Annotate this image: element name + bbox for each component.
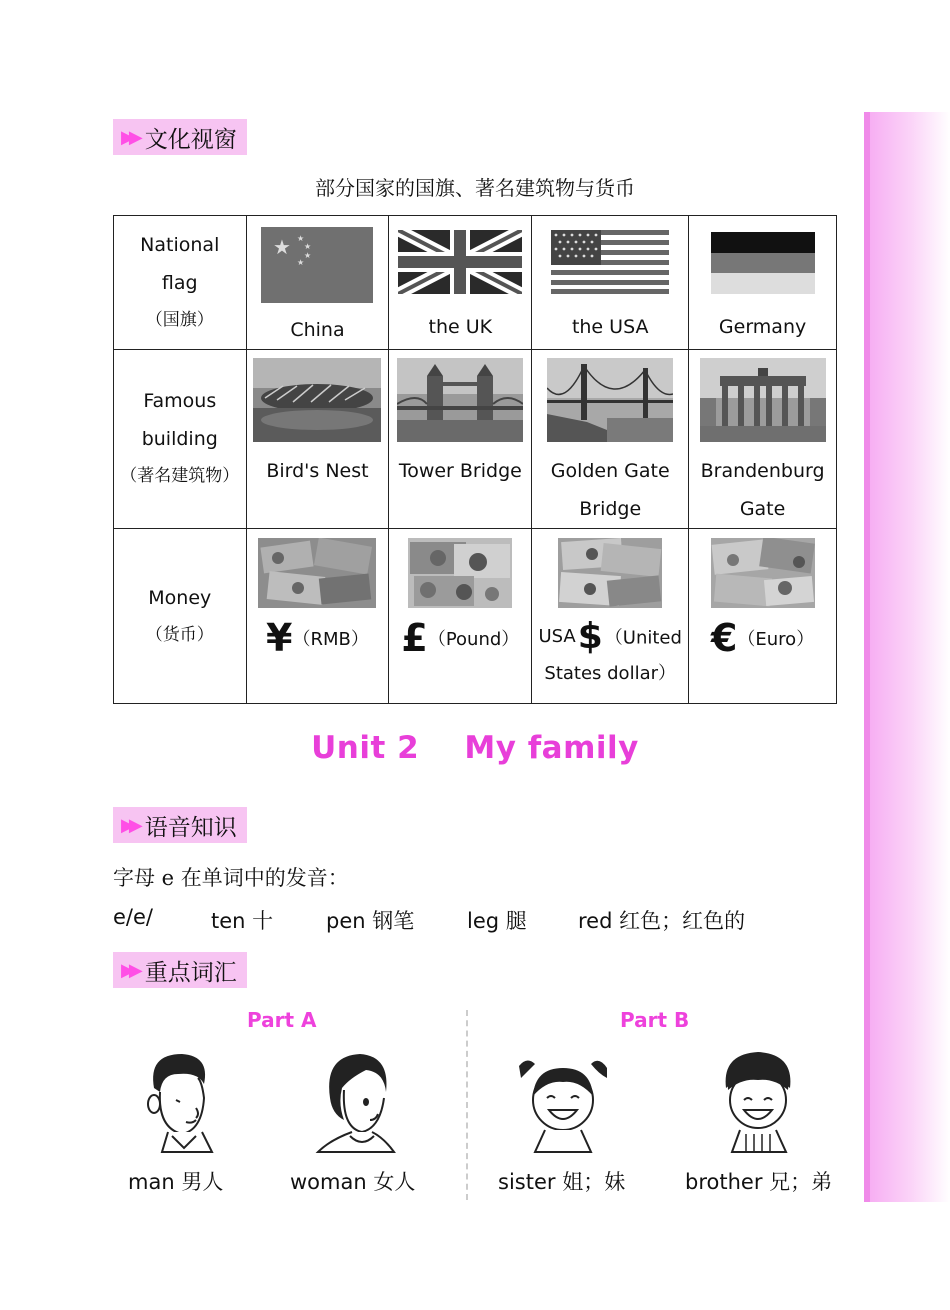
vocab-word: [128, 1166, 223, 1196]
building-cell: [246, 350, 389, 529]
row-header-en: National: [140, 234, 220, 256]
section-tag-label: 文化视窗: [144, 126, 237, 153]
word-cn: 男人: [181, 1170, 224, 1194]
yuan-symbol-icon: ¥: [266, 616, 293, 660]
word-en: woman: [290, 1170, 367, 1194]
money-cell: [532, 529, 689, 704]
brother-illustration: [716, 1048, 800, 1158]
unit-title: Unit 2 My family: [311, 730, 639, 766]
row-header-cn: （国旗）: [145, 310, 214, 330]
vocab-word: [685, 1166, 832, 1196]
word-en: leg: [467, 909, 500, 933]
building-cell: [389, 350, 532, 529]
money-cell: [689, 529, 837, 704]
svg-text:★: ★: [304, 251, 312, 260]
money-cell: [389, 529, 532, 704]
building-name-line2: Gate: [739, 498, 786, 520]
building-name: Brandenburg: [700, 460, 825, 482]
word-cn: 腿: [505, 909, 527, 933]
golden-gate-bridge-photo: [547, 358, 673, 442]
germany-flag-image: [711, 232, 815, 294]
word-cn: 兄；弟: [769, 1170, 833, 1194]
country-cell: [532, 216, 689, 350]
country-cell: [389, 216, 532, 350]
currency-label: [247, 616, 389, 660]
word-en: pen: [326, 909, 366, 933]
currency-name: （United: [604, 627, 682, 649]
country-cell: [246, 216, 389, 350]
divider: [466, 1010, 468, 1200]
word-cn: 十: [252, 909, 274, 933]
phonics-intro: 字母 e 在单词中的发音：: [113, 866, 349, 890]
building-name: Bird's Nest: [266, 460, 369, 482]
country-cell: [689, 216, 837, 350]
part-a-title: Part A: [247, 1008, 317, 1032]
phonics-word: [211, 905, 273, 935]
row-header-en: Famous: [143, 390, 217, 412]
word-cn: 女人: [373, 1170, 416, 1194]
row-header-flag: [114, 216, 247, 350]
man-illustration: [132, 1048, 222, 1158]
rmb-banknotes-photo: [258, 538, 376, 608]
building-cell: [532, 350, 689, 529]
currency-name: （Pound）: [427, 629, 520, 650]
word-en: ten: [211, 909, 246, 933]
part-b-title: Part B: [620, 1008, 690, 1032]
euro-symbol-icon: €: [710, 616, 738, 660]
word-en: sister: [498, 1170, 556, 1194]
svg-text:★: ★: [297, 234, 305, 243]
section-tag-vocabulary: [113, 952, 247, 988]
vocab-word: [498, 1166, 625, 1196]
currency-label: [689, 616, 836, 660]
currency-name-line2: States dollar）: [544, 663, 677, 684]
building-name: Golden Gate: [550, 460, 670, 482]
country-name: China: [290, 319, 345, 341]
pound-banknotes-photo: [408, 538, 512, 608]
us-dollar-banknotes-photo: [558, 538, 662, 608]
phonics-sound: [113, 905, 153, 929]
row-header-cn: （著名建筑物）: [120, 466, 240, 486]
building-name-line2: Bridge: [579, 498, 642, 520]
tower-bridge-photo: [397, 358, 523, 442]
money-cell: [246, 529, 389, 704]
row-header-en: Money: [148, 587, 212, 609]
phonics-word: [326, 905, 414, 935]
dollar-symbol-icon: $: [577, 616, 603, 657]
section-tag-culture: [113, 119, 247, 155]
double-arrow-icon: ▶▶: [121, 126, 137, 148]
row-header-en: flag: [161, 272, 198, 294]
svg-text:★: ★: [273, 235, 292, 259]
building-row: [114, 350, 837, 529]
section-tag-label: 重点词汇: [144, 959, 237, 986]
phonics-word: [578, 905, 745, 935]
word-cn: 姐；妹: [562, 1170, 626, 1194]
currency-prefix: USA: [538, 626, 576, 647]
china-flag-image: [261, 227, 373, 303]
word-cn: 钢笔: [372, 909, 415, 933]
row-header-cn: （货币）: [145, 625, 214, 645]
page-edge-strip: [864, 112, 950, 1202]
birds-nest-photo: [253, 358, 381, 442]
sister-illustration: [515, 1048, 611, 1158]
word-cn: 红色；红色的: [619, 909, 746, 933]
money-row: [114, 529, 837, 704]
row-header-money: [114, 529, 247, 704]
country-name: the USA: [571, 316, 649, 338]
word-en: man: [128, 1170, 175, 1194]
country-name: the UK: [428, 316, 493, 338]
phonics-sound-symbol: e/e/: [113, 905, 153, 929]
pound-symbol-icon: £: [401, 616, 428, 660]
currency-label: [532, 616, 688, 657]
currency-label: [389, 616, 531, 660]
row-header-en: building: [141, 428, 218, 450]
phonics-word: [467, 905, 527, 935]
word-en: red: [578, 909, 613, 933]
table-caption: 部分国家的国旗、著名建筑物与货币: [315, 176, 635, 200]
word-en: brother: [685, 1170, 763, 1194]
brandenburg-gate-photo: [700, 358, 826, 442]
currency-name: （RMB）: [292, 629, 369, 650]
building-cell: [689, 350, 837, 529]
svg-text:★: ★: [297, 258, 305, 267]
vocab-word: [290, 1166, 415, 1196]
building-name: Tower Bridge: [398, 460, 522, 482]
flag-row: [114, 216, 837, 350]
svg-text:★: ★: [304, 242, 312, 251]
currency-name: （Euro）: [737, 629, 815, 650]
woman-illustration: [310, 1048, 400, 1158]
double-arrow-icon: ▶▶: [121, 959, 137, 981]
section-tag-phonics: [113, 807, 247, 843]
double-arrow-icon: ▶▶: [121, 814, 137, 836]
section-tag-label: 语音知识: [144, 814, 237, 841]
usa-flag-image: [551, 230, 669, 294]
country-name: Germany: [718, 316, 807, 338]
country-info-table: [113, 215, 837, 704]
row-header-building: [114, 350, 247, 529]
euro-banknotes-photo: [711, 538, 815, 608]
uk-flag-image: [398, 230, 522, 294]
